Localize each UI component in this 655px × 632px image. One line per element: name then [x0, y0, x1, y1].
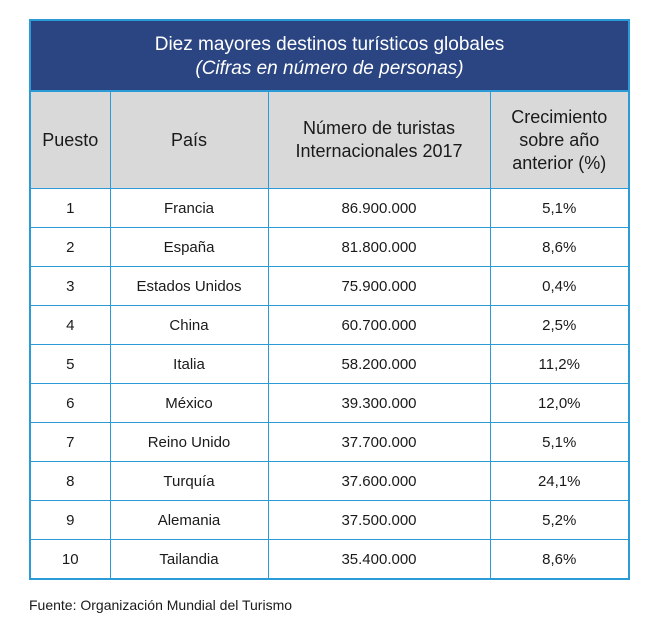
cell-country: Tailandia [110, 540, 268, 579]
header-country: País [110, 92, 268, 189]
cell-growth: 5,1% [490, 423, 628, 462]
cell-rank: 8 [31, 462, 110, 501]
cell-rank: 7 [31, 423, 110, 462]
cell-rank: 4 [31, 306, 110, 345]
header-row [31, 92, 628, 189]
cell-country: España [110, 228, 268, 267]
table-title: Diez mayores destinos turísticos globales [154, 34, 505, 55]
cell-tourists: 60.700.000 [268, 306, 490, 345]
cell-growth: 5,1% [490, 189, 628, 228]
cell-country: México [110, 384, 268, 423]
header-tourists-line2: Internacionales 2017 [295, 141, 463, 161]
cell-tourists: 86.900.000 [268, 189, 490, 228]
cell-rank: 3 [31, 267, 110, 306]
cell-growth: 0,4% [490, 267, 628, 306]
cell-country: Reino Unido [110, 423, 268, 462]
cell-country: China [110, 306, 268, 345]
header-rank: Puesto [31, 92, 110, 189]
table-row [31, 345, 628, 384]
cell-rank: 5 [31, 345, 110, 384]
table-row [31, 462, 628, 501]
header-growth-line2: sobre año [519, 129, 600, 150]
header-growth [490, 92, 628, 189]
cell-tourists: 35.400.000 [268, 540, 490, 579]
cell-growth: 8,6% [490, 228, 628, 267]
cell-growth: 2,5% [490, 306, 628, 345]
cell-rank: 10 [31, 540, 110, 579]
cell-tourists: 39.300.000 [268, 384, 490, 423]
cell-tourists: 37.500.000 [268, 501, 490, 540]
table-row [31, 228, 628, 267]
header-growth-line3: anterior (%) [512, 152, 607, 173]
cell-growth: 11,2% [490, 345, 628, 384]
table-subtitle: (Cifras en número de personas) [195, 58, 464, 79]
cell-tourists: 75.900.000 [268, 267, 490, 306]
table-title-bar [31, 21, 628, 92]
cell-growth: 24,1% [490, 462, 628, 501]
cell-rank: 9 [31, 501, 110, 540]
table-row [31, 540, 628, 579]
source-note: Fuente: Organización Mundial del Turismo [29, 597, 293, 613]
table-row [31, 267, 628, 306]
cell-country: Estados Unidos [110, 267, 268, 306]
cell-rank: 6 [31, 384, 110, 423]
cell-country: Alemania [110, 501, 268, 540]
table-row [31, 501, 628, 540]
header-tourists-line1: Número de turistas [302, 118, 456, 138]
cell-rank: 2 [31, 228, 110, 267]
data-table [31, 92, 628, 578]
table-row [31, 189, 628, 228]
cell-country: Turquía [110, 462, 268, 501]
table-row [31, 306, 628, 345]
cell-tourists: 58.200.000 [268, 345, 490, 384]
cell-tourists: 37.700.000 [268, 423, 490, 462]
cell-tourists: 81.800.000 [268, 228, 490, 267]
table-row [31, 423, 628, 462]
cell-country: Italia [110, 345, 268, 384]
cell-rank: 1 [31, 189, 110, 228]
destinations-table [29, 19, 630, 580]
header-growth-line1: Crecimiento [511, 106, 608, 127]
table-row [31, 384, 628, 423]
header-tourists [268, 92, 490, 189]
table-body [31, 189, 628, 579]
cell-tourists: 37.600.000 [268, 462, 490, 501]
cell-country: Francia [110, 189, 268, 228]
cell-growth: 5,2% [490, 501, 628, 540]
cell-growth: 8,6% [490, 540, 628, 579]
cell-growth: 12,0% [490, 384, 628, 423]
